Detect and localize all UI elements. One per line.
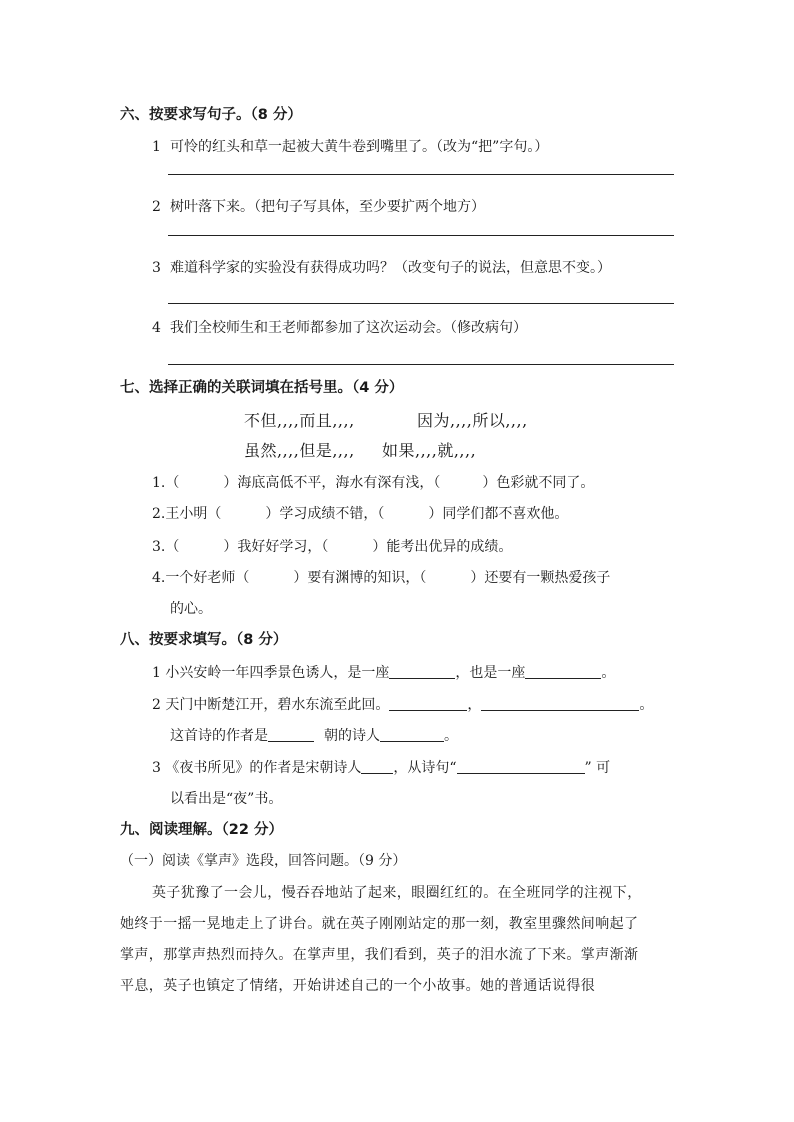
blank-s8-1a[interactable]: [389, 664, 455, 679]
s6-item-2-num: 2: [152, 199, 161, 215]
answer-line-4[interactable]: [168, 364, 674, 365]
s8-i1-part-a: 1 小兴安岭一年四季景色诱人，是一座: [152, 665, 390, 681]
s9-subheading: （一）阅读《掌声》选段，回答问题。（9 分）: [120, 853, 407, 869]
q1-part-a: 1.（: [152, 475, 180, 491]
s8-i3-part-c: ” 可: [584, 760, 611, 776]
q1-part-b: ）海底高低不平，海水有深有浅，（: [223, 475, 441, 491]
s8-item-3b: 以看出是“夜”书。: [170, 791, 283, 807]
s6-item-3: [152, 257, 611, 277]
s8-i3-part-a: 3 《夜书所见》的作者是宋朝诗人: [152, 760, 362, 776]
keyword-4: 如果,,,,就,,,,: [382, 441, 477, 460]
s7-question-4: [152, 567, 610, 587]
s6-item-1: [152, 136, 548, 156]
s6-item-4: [152, 317, 527, 337]
s7-question-1: [152, 472, 594, 492]
keyword-3: 虽然,,,,但是,,,,: [244, 441, 355, 460]
s6-item-2: [152, 196, 485, 216]
s8-item-2: [152, 694, 653, 714]
blank-s8-2c[interactable]: [268, 727, 314, 742]
q2-part-c: ）同学们都不喜欢他。: [428, 506, 569, 522]
s8-i2b-part-c: 。: [444, 728, 458, 744]
s6-item-1-text: 可怜的红头和草一起被大黄牛卷到嘴里了。（改为“把”字句。）: [170, 139, 549, 155]
passage-line-1: 英子犹豫了一会儿，慢吞吞地站了起来，眼圈红红的。在全班同学的注视下，: [152, 885, 642, 901]
s8-i2-part-b: ，: [467, 697, 482, 713]
s7-question-4-cont: 的心。: [170, 601, 212, 617]
s8-i2b-part-b: 朝的诗人: [324, 728, 380, 744]
blank-s8-2b[interactable]: [481, 696, 639, 711]
q3-part-c: ）能考出优异的成绩。: [372, 539, 513, 555]
answer-line-2[interactable]: [168, 235, 674, 236]
blank-s8-2d[interactable]: [380, 727, 444, 742]
blank-s8-2a[interactable]: [389, 696, 467, 711]
s8-i1-part-c: 。: [601, 665, 616, 681]
keyword-1: 不但,,,,而且,,,,: [244, 411, 355, 430]
section-7-heading: 七、选择正确的关联词填在括号里。（4 分）: [120, 380, 404, 396]
q2-part-a: 2.王小明（: [152, 506, 222, 522]
s8-i2-part-c: 。: [639, 697, 654, 713]
section-6-heading: 六、按要求写句子。（8 分）: [120, 107, 302, 123]
s6-item-4-text: 我们全校师生和王老师都参加了这次运动会。（修改病句）: [170, 320, 527, 336]
s6-item-3-text: 难道科学家的实验没有获得成功吗？（改变句子的说法，但意思不变。）: [170, 260, 611, 276]
s8-item-2b: [170, 725, 458, 745]
q3-part-a: 3.（: [152, 539, 180, 555]
q1-part-c: ）色彩就不同了。: [482, 475, 595, 491]
s6-item-2-text: 树叶落下来。（把句子写具体，至少要扩两个地方）: [170, 199, 485, 215]
q4-part-c: ）还要有一颗热爱孩子: [470, 570, 611, 586]
s8-item-1: [152, 662, 615, 682]
passage-line-3: 掌声，那掌声热烈而持久。在掌声里，我们看到，英子的泪水流了下来。掌声渐渐: [120, 947, 639, 963]
section-8-heading: 八、按要求填写。（8 分）: [120, 632, 288, 648]
answer-line-3[interactable]: [168, 303, 674, 304]
q4-part-b: ）要有渊博的知识，（: [293, 570, 427, 586]
s8-i2b-part-a: 这首诗的作者是: [170, 728, 268, 744]
q3-part-b: ）我好好学习，（: [223, 539, 329, 555]
passage-line-4: 平息，英子也镇定了情绪，开始讲述自己的一个小故事。她的普通话说得很: [120, 978, 596, 994]
answer-line-1[interactable]: [168, 174, 674, 175]
s7-question-3: [152, 536, 512, 556]
s8-i1-part-b: ，也是一座: [455, 665, 526, 681]
blank-s8-1b[interactable]: [525, 664, 601, 679]
s6-item-1-num: 1: [152, 139, 161, 155]
s8-item-3: [152, 757, 610, 777]
s7-question-2: [152, 503, 568, 523]
keyword-2: 因为,,,,所以,,,,: [417, 411, 528, 430]
s8-i3-part-b: ，从诗句“: [393, 760, 457, 776]
passage-line-2: 她终于一摇一晃地走上了讲台。就在英子刚刚站定的那一刻，教室里骤然间响起了: [120, 916, 639, 932]
s6-item-4-num: 4: [152, 320, 161, 336]
s6-item-3-num: 3: [152, 260, 161, 276]
q2-part-b: ）学习成绩不错，（: [265, 506, 385, 522]
blank-s8-3b[interactable]: [457, 759, 585, 774]
q4-part-a: 4.一个好老师（: [152, 570, 250, 586]
s8-i2-part-a: 2 天门中断楚江开，碧水东流至此回。: [152, 697, 390, 713]
blank-s8-3a[interactable]: [361, 759, 393, 774]
section-9-heading: 九、阅读理解。（22 分）: [120, 822, 283, 838]
